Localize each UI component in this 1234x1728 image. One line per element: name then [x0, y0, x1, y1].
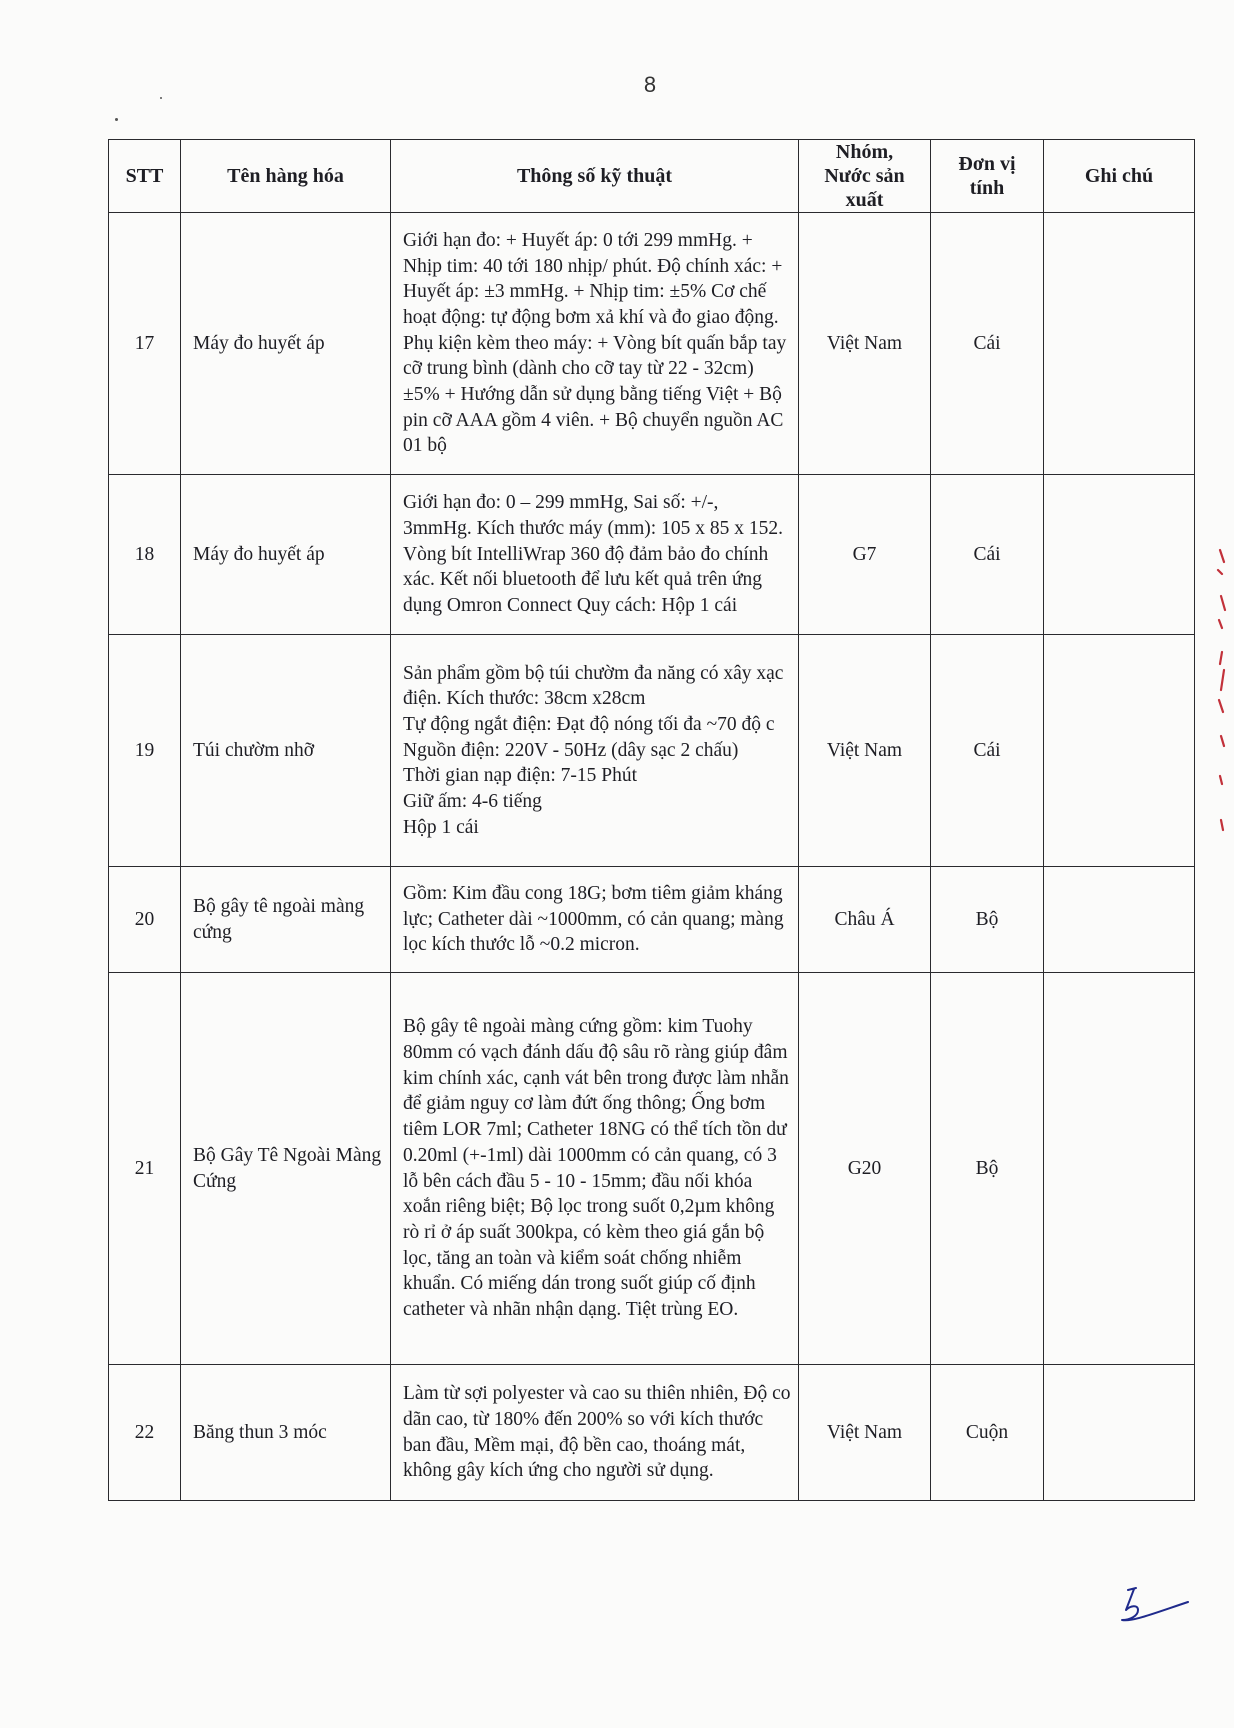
- cell-spec: Giới hạn đo: + Huyết áp: 0 tới 299 mmHg. + Nhịp tim: 40 tới 180 nhịp/ phút. Độ chính xác: + Huyết áp: ±3 mmHg. + Nhịp tim: ±5% Cơ chế hoạt động: tự động bơm xả khí và đo giao động. Phụ kiện kèm theo máy: + Vòng bít quấn bắp tay cỡ trung bình (dành cho cỡ tay từ 22 - 32cm) ±5% + Hướng dẫn sử dụng bằng tiếng Việt + Bộ pin cỡ AAA gồm 4 viên. + Bộ chuyển nguồn AC 01 bộ: [391, 213, 799, 475]
- page-number: 8: [643, 72, 657, 97]
- cell-origin: G7: [799, 475, 931, 635]
- cell-origin: Việt Nam: [799, 213, 931, 475]
- cell-origin: Việt Nam: [799, 1365, 931, 1501]
- handwritten-initials: [1108, 1584, 1194, 1638]
- cell-spec: Gồm: Kim đầu cong 18G; bơm tiêm giảm kháng lực; Catheter dài ~1000mm, có cản quang; màng lọc kích thước lỗ ~0.2 micron.: [391, 867, 799, 973]
- cell-unit: Cuộn: [931, 1365, 1044, 1501]
- cell-unit: Cái: [931, 475, 1044, 635]
- cell-unit: Cái: [931, 635, 1044, 867]
- header-note: Ghi chú: [1044, 140, 1195, 213]
- table-row: [109, 635, 1195, 867]
- header-stt: STT: [109, 140, 181, 213]
- spec-line: Tự động ngắt điện: Đạt độ nóng tối đa ~70 độ c: [403, 713, 775, 735]
- spec-table: [108, 139, 1195, 1501]
- header-origin: Nhóm, Nước sản xuất: [799, 140, 931, 213]
- cell-spec: Bộ gây tê ngoài màng cứng gồm: kim Tuohy 80mm có vạch đánh dấu độ sâu rõ ràng giúp đâm kim chính xác, cạnh vát bên trong được làm nhẵn để giảm nguy cơ làm đứt ống thông; Ống bơm tiêm LOR 7ml; Catheter 18NG có thể tích tồn dư 0.20ml (+-1ml) dài 1000mm có cản quang, có 3 lỗ bên cách đầu 5 - 10 - 15mm; đầu nối khóa xoắn riêng biệt; Bộ lọc trong suốt 0,2µm không rò rỉ ở áp suất 300kpa, có kèm theo giá gắn bộ lọc, tăng an toàn và kiểm soát chống nhiễm khuẩn. Có miếng dán trong suốt giúp cố định catheter và nhãn nhận dạng. Tiệt trùng EO.: [391, 973, 799, 1365]
- spec-line: Giữ ấm: 4-6 tiếng: [403, 791, 542, 813]
- table-row: [109, 213, 1195, 475]
- cell-stt: 17: [109, 213, 181, 475]
- spec-line: Thời gian nạp điện: 7-15 Phút: [403, 765, 637, 787]
- cell-unit: Bộ: [931, 973, 1044, 1365]
- cell-note: [1044, 867, 1195, 973]
- cell-name: Bộ gây tê ngoài màng cứng: [181, 867, 391, 973]
- header-name: Tên hàng hóa: [181, 140, 391, 213]
- cell-stt: 19: [109, 635, 181, 867]
- cell-spec: [391, 635, 799, 867]
- cell-stt: 18: [109, 475, 181, 635]
- table-row: [109, 867, 1195, 973]
- table-row: [109, 1365, 1195, 1501]
- header-unit: Đơn vị tính: [931, 140, 1044, 213]
- scan-speck: [160, 97, 162, 99]
- header-spec: Thông số kỹ thuật: [391, 140, 799, 213]
- cell-note: [1044, 213, 1195, 475]
- spec-line: Nguồn điện: 220V - 50Hz (dây sạc 2 chấu): [403, 739, 739, 761]
- margin-stamp-marks: [1212, 540, 1232, 840]
- spec-line: Sản phẩm gồm bộ túi chườm đa năng có xây xạc điện. Kích thước: 38cm x28cm: [403, 662, 784, 710]
- cell-stt: 21: [109, 973, 181, 1365]
- cell-note: [1044, 973, 1195, 1365]
- table-row: [109, 475, 1195, 635]
- cell-name: Máy đo huyết áp: [181, 475, 391, 635]
- cell-origin: Việt Nam: [799, 635, 931, 867]
- cell-name: Túi chườm nhỡ: [181, 635, 391, 867]
- cell-spec: Giới hạn đo: 0 – 299 mmHg, Sai số: +/-, 3mmHg. Kích thước máy (mm): 105 x 85 x 152. Vòng bít IntelliWrap 360 độ đảm bảo đo chính xác. Kết nối bluetooth để lưu kết quả trên ứng dụng Omron Connect Quy cách: Hộp 1 cái: [391, 475, 799, 635]
- cell-name: Máy đo huyết áp: [181, 213, 391, 475]
- cell-origin: G20: [799, 973, 931, 1365]
- spec-line: Hộp 1 cái: [403, 816, 479, 838]
- cell-stt: 22: [109, 1365, 181, 1501]
- scan-speck: [115, 118, 118, 121]
- table-header-row: [109, 140, 1195, 213]
- cell-note: [1044, 475, 1195, 635]
- cell-unit: Cái: [931, 213, 1044, 475]
- cell-note: [1044, 635, 1195, 867]
- cell-name: Băng thun 3 móc: [181, 1365, 391, 1501]
- cell-unit: Bộ: [931, 867, 1044, 973]
- cell-note: [1044, 1365, 1195, 1501]
- cell-origin: Châu Á: [799, 867, 931, 973]
- cell-spec: Làm từ sợi polyester và cao su thiên nhiên, Độ co dãn cao, từ 180% đến 200% so với kích thước ban đầu, Mềm mại, độ bền cao, thoáng mát, không gây kích ứng cho người sử dụng.: [391, 1365, 799, 1501]
- cell-stt: 20: [109, 867, 181, 973]
- cell-name: Bộ Gây Tê Ngoài Màng Cứng: [181, 973, 391, 1365]
- table-row: [109, 973, 1195, 1365]
